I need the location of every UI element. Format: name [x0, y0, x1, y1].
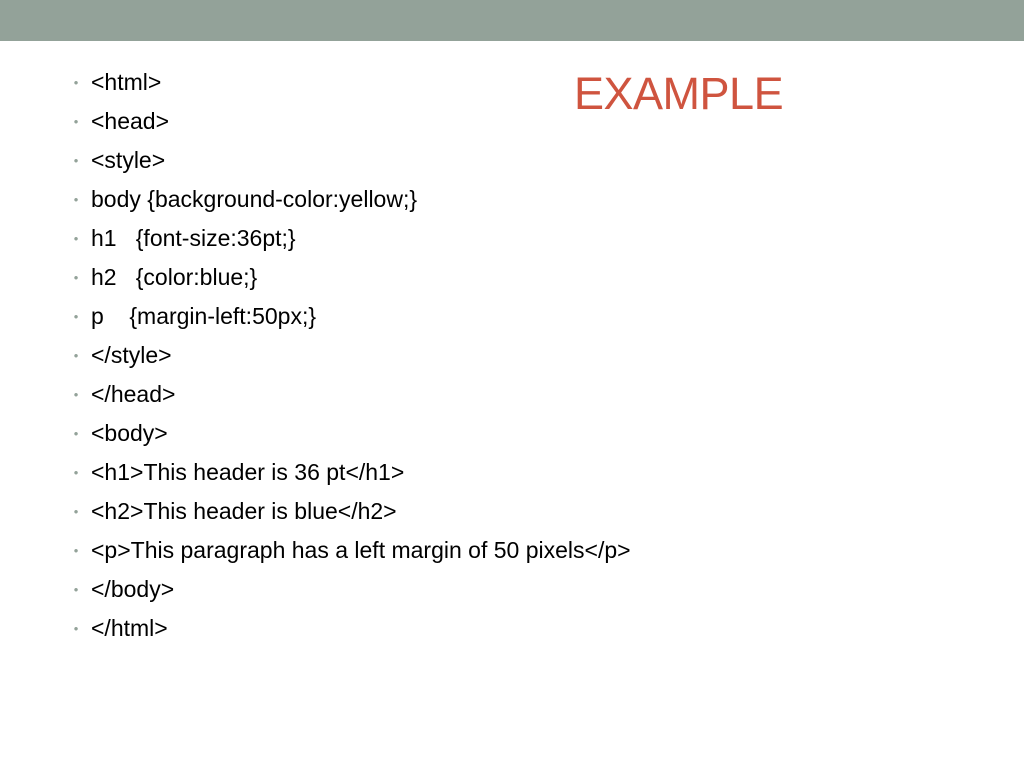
list-item-text: <head> [91, 108, 170, 134]
bullet-icon: • [73, 543, 79, 558]
bullet-icon: • [73, 504, 79, 519]
list-item-text: </body> [91, 576, 175, 602]
list-item-text: body {background-color:yellow;} [91, 186, 418, 212]
list-item-text: h2 {color:blue;} [91, 264, 258, 290]
bullet-icon: • [73, 75, 79, 90]
bullet-icon: • [73, 621, 79, 636]
bullet-icon: • [73, 114, 79, 129]
list-item-text: </style> [91, 342, 172, 368]
list-item-text: p {margin-left:50px;} [91, 303, 317, 329]
list-item-text: <h1>This header is 36 pt</h1> [91, 459, 405, 485]
bullet-icon: • [73, 426, 79, 441]
list-item-text: <p>This paragraph has a left margin of 50 pixels</p> [91, 537, 631, 563]
bullet-icon: • [73, 231, 79, 246]
list-item-text: h1 {font-size:36pt;} [91, 225, 296, 251]
bullet-icon: • [73, 387, 79, 402]
bullet-icon: • [73, 153, 79, 168]
list-item-text: <html> [91, 69, 162, 95]
bullet-icon: • [73, 582, 79, 597]
list-item-text: <h2>This header is blue</h2> [91, 498, 397, 524]
header-band [0, 0, 1024, 41]
list-item-text: </head> [91, 381, 176, 407]
list-item-text: <style> [91, 147, 166, 173]
list-item-text: </html> [91, 615, 168, 641]
slide-title: EXAMPLE [574, 68, 784, 119]
list-item-text: <body> [91, 420, 168, 446]
bullet-icon: • [73, 270, 79, 285]
bullet-icon: • [73, 465, 79, 480]
bullet-icon: • [73, 192, 79, 207]
bullet-icon: • [73, 309, 79, 324]
bullet-icon: • [73, 348, 79, 363]
